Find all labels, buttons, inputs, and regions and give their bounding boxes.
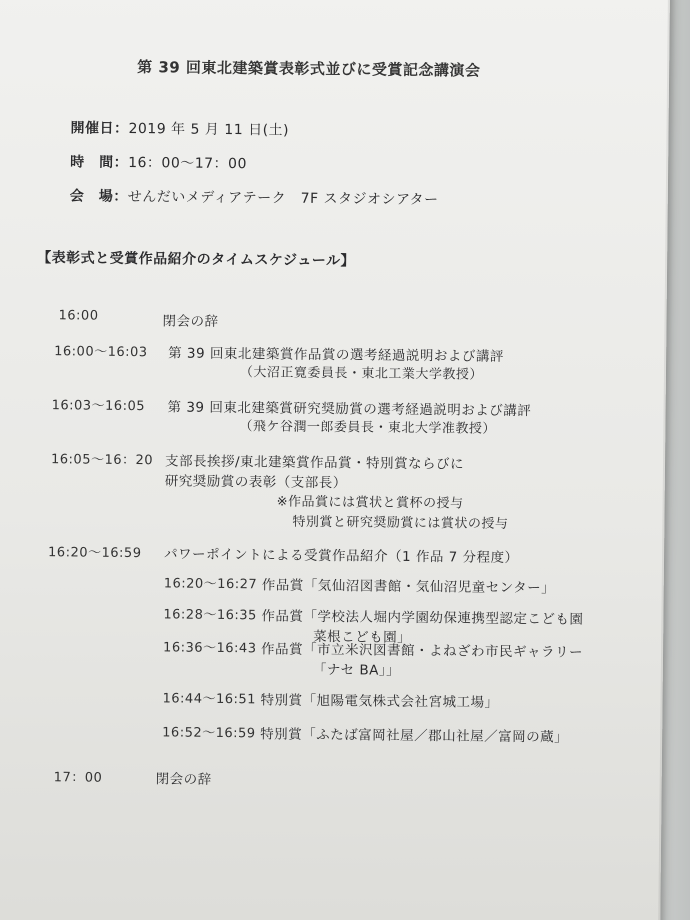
presentation-title: 特別賞「旭陽電気株式会社宮城工場」 [260, 692, 499, 711]
presentation-time: 16:44～16:51 [162, 691, 257, 708]
presentation-title: 特別賞「ふたば富岡社屋／郡山社屋／富岡の蔵」 [260, 726, 569, 746]
presentation-time: 16:28～16:35 [163, 607, 257, 624]
meta-time-label: 時 間： [70, 154, 129, 171]
document-title: 第 39 回東北建築賞表彰式並びに受賞記念講演会 [137, 58, 481, 80]
meta-venue [70, 185, 439, 209]
meta-date-label: 開催日： [70, 120, 129, 137]
schedule-item: 第 39 回東北建築賞研究奨励賞の選考経過説明および講評 [167, 399, 532, 420]
schedule-time: 16:20～16:59 [47, 545, 142, 562]
schedule-heading: 【表彰式と受賞作品紹介のタイムスケジュール】 [37, 250, 356, 270]
meta-date-value: 2019 年 5 月 11 日(土) [128, 120, 290, 139]
presentation-time: 16:52～16:59 [162, 725, 256, 742]
schedule-item-sub: （飛ケ谷潤一郎委員長・東北大学准教授） [239, 419, 496, 437]
presentation-title: 作品賞「市立米沢図書館・よねざわ市民ギャラリー [260, 641, 584, 661]
schedule-time: 16:05～16：20 [50, 452, 154, 469]
presentation-title: 作品賞「学校法人堀内学園幼保連携型認定こども園 [261, 608, 584, 628]
schedule-note: 特別賞と研究奨励賞には賞状の授与 [292, 514, 509, 532]
schedule-item: 支部長挨拶/東北建築賞作品賞・特別賞ならびに [164, 453, 465, 473]
schedule-item-sub: （大沼正寛委員長・東北工業大学教授） [239, 365, 484, 383]
closing-time: 17：00 [53, 770, 103, 786]
schedule-time: 16:00 [58, 308, 99, 324]
meta-venue-label: 会 場： [69, 188, 128, 205]
meta-venue-value: せんだいメディアテーク 7F スタジオシアター [127, 188, 439, 209]
presentation-time: 16:20～16:27 [163, 576, 258, 593]
schedule-item: 第 39 回東北建築賞作品賞の選考経過説明および講評 [168, 345, 504, 365]
closing-item: 閉会の辞 [155, 771, 212, 788]
schedule-time: 16:03～16:05 [51, 398, 146, 415]
presentation-time: 16:36～16:43 [163, 640, 257, 657]
meta-time [70, 151, 247, 173]
meta-time-value: 16：00～17：00 [128, 154, 248, 173]
schedule-item: 閉会の辞 [162, 313, 219, 330]
meta-date [70, 117, 289, 139]
schedule-note: ※作品賞には賞状と賞杯の授与 [276, 494, 464, 512]
schedule-item-line2: 研究奨励賞の表彰（支部長） [164, 473, 347, 492]
presentation-title-cont: 菜根こども園」 [313, 628, 412, 646]
schedule-time: 16:00～16:03 [54, 344, 148, 361]
presentation-title: 作品賞「気仙沼図書館・気仙沼児童センター」 [261, 577, 556, 597]
presentation-title-cont: 「ナセ BA」」 [312, 661, 401, 679]
schedule-item: パワーポイントによる受賞作品紹介（1 作品 7 分程度） [163, 546, 519, 567]
